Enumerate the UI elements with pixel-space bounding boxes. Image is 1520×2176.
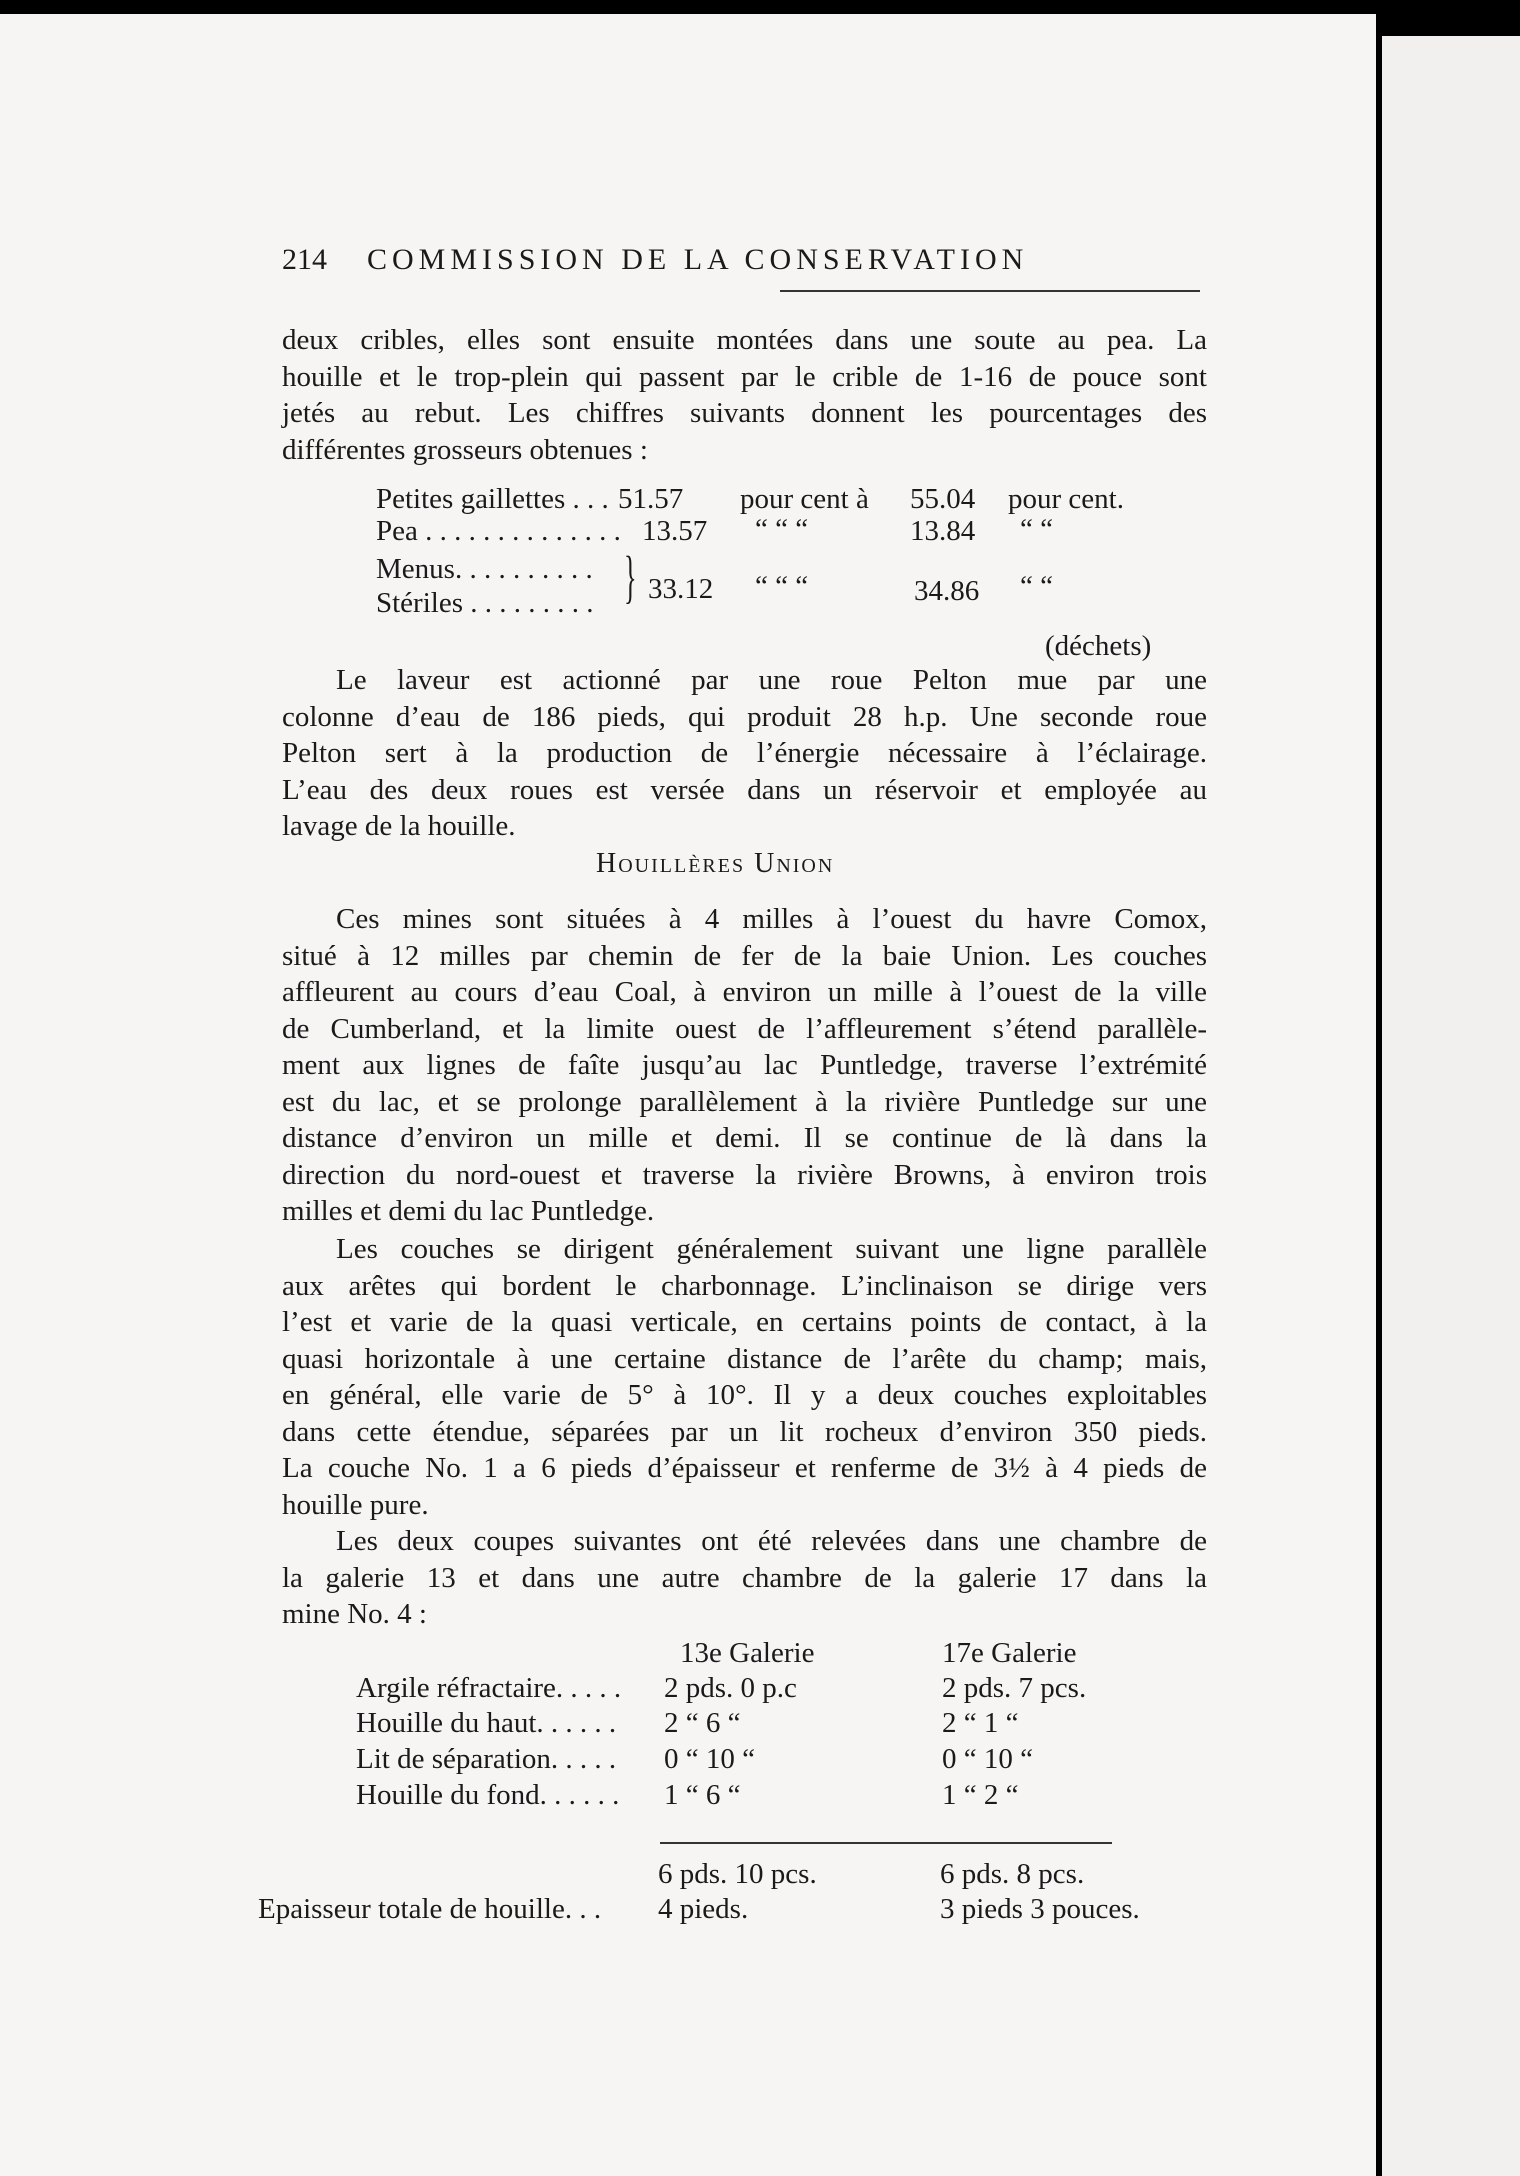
- section-heading: Houillères Union: [596, 848, 835, 879]
- text-line: quasi horizontale à une certaine distance de l’arête du champ; mais,: [282, 1342, 1207, 1375]
- text-line: mine No. 4 :: [282, 1598, 427, 1630]
- section-row-label: Houille du haut. . . . . .: [356, 1707, 617, 1739]
- text-line: deux cribles, elles sont ensuite montées dans une soute au pea. La: [282, 324, 1207, 356]
- text-line: houille pure.: [282, 1488, 429, 1521]
- column-header-17: 17e Galerie: [942, 1637, 1077, 1669]
- size-from: 33.12: [648, 573, 714, 605]
- section-row-label: Lit de séparation. . . . .: [356, 1743, 617, 1775]
- size-to: 55.04: [910, 483, 976, 515]
- size-label: Petites gaillettes . . .: [376, 483, 609, 515]
- text-line: en général, elle varie de 5° à 10°. Il y a deux couches exploitables: [282, 1379, 1207, 1411]
- size-to: 13.84: [910, 515, 976, 547]
- text-line: Les couches se dirigent généralement suivant une ligne parallèle: [336, 1233, 1207, 1265]
- coal-total-13: 4 pieds.: [658, 1893, 749, 1925]
- text-line: L’eau des deux roues est versée dans un réservoir et employée au: [282, 773, 1207, 806]
- text-line: milles et demi du lac Puntledge.: [282, 1195, 655, 1227]
- total-rule: [660, 1842, 1112, 1844]
- text-line: situé à 12 milles par chemin de fer de la baie Union. Les couches: [282, 939, 1207, 972]
- section-row-13: 0 “ 10 “: [664, 1743, 755, 1775]
- section-row-13: 2 “ 6 “: [664, 1707, 741, 1739]
- size-from: 51.57: [618, 483, 684, 515]
- text-line: l’est et varie de la quasi verticale, en certains points de contact, à la: [282, 1306, 1207, 1338]
- text-line: Pelton sert à la production de l’énergie nécessaire à l’éclairage.: [282, 737, 1207, 769]
- paragraph-3: [282, 901, 1207, 1230]
- paragraph-2: [282, 662, 1207, 845]
- column-header-13: 13e Galerie: [680, 1637, 815, 1669]
- total-13: 6 pds. 10 pcs.: [658, 1858, 817, 1890]
- text-line: Le laveur est actionné par une roue Pelton mue par une: [336, 664, 1207, 696]
- size-mid: pour cent à: [740, 483, 869, 515]
- section-row-17: 2 “ 1 “: [942, 1707, 1019, 1739]
- text-line: dans cette étendue, séparées par un lit rocheux d’environ 350 pieds.: [282, 1415, 1207, 1448]
- paragraph-5: [282, 1523, 1207, 1633]
- paragraph-1: [282, 322, 1207, 468]
- size-mid: “ “ “: [755, 513, 809, 545]
- brace-symbol: }: [624, 544, 637, 609]
- size-end: pour cent.: [1008, 483, 1124, 515]
- section-row-13: 1 “ 6 “: [664, 1779, 741, 1811]
- text-line: houille et le trop-plein qui passent par le crible de 1-16 de pouce sont: [282, 360, 1207, 393]
- header-rule: [780, 290, 1200, 292]
- text-line: La couche No. 1 a 6 pieds d’épaisseur et renferme de 3½ à 4 pieds de: [282, 1452, 1207, 1484]
- size-note: (déchets): [1045, 630, 1152, 662]
- text-line: direction du nord-ouest et traverse la rivière Browns, à environ trois: [282, 1158, 1207, 1191]
- size-label: Stériles . . . . . . . . .: [376, 587, 594, 619]
- page-number: 214: [282, 243, 327, 276]
- section-row-17: 0 “ 10 “: [942, 1743, 1033, 1775]
- text-line: Ces mines sont situées à 4 milles à l’ouest du havre Comox,: [336, 903, 1207, 935]
- section-row-label: Argile réfractaire. . . . .: [356, 1672, 622, 1704]
- text-line: de Cumberland, et la limite ouest de l’affleurement s’étend parallèle-: [282, 1012, 1207, 1045]
- text-line: est du lac, et se prolonge parallèlement à la rivière Puntledge sur une: [282, 1085, 1207, 1118]
- size-label: Menus. . . . . . . . . .: [376, 553, 593, 585]
- section-row-17: 1 “ 2 “: [942, 1779, 1019, 1811]
- section-row-17: 2 pds. 7 pcs.: [942, 1672, 1087, 1704]
- section-row-label: Houille du fond. . . . . .: [356, 1779, 620, 1811]
- size-to: 34.86: [914, 575, 980, 607]
- coal-total-17: 3 pieds 3 pouces.: [940, 1893, 1140, 1925]
- text-line: aux arêtes qui bordent le charbonnage. L’inclinaison se dirige vers: [282, 1269, 1207, 1302]
- text-line: la galerie 13 et dans une autre chambre de la galerie 17 dans la: [282, 1561, 1207, 1594]
- size-mid: “ “ “: [755, 570, 809, 602]
- size-label: Pea . . . . . . . . . . . . . .: [376, 515, 621, 547]
- size-end: “ “: [1020, 513, 1053, 545]
- running-head: [282, 243, 1028, 277]
- text-line: distance d’environ un mille et demi. Il se continue de là dans la: [282, 1122, 1207, 1154]
- running-title: COMMISSION DE LA CONSERVATION: [367, 243, 1029, 276]
- text-line: différentes grosseurs obtenues :: [282, 433, 648, 466]
- text-line: affleurent au cours d’eau Coal, à environ un mille à l’ouest de la ville: [282, 976, 1207, 1008]
- right-page-edge: [1382, 36, 1520, 2176]
- sizes-row: [376, 483, 609, 516]
- section-row-13: 2 pds. 0 p.c: [664, 1672, 797, 1704]
- text-line: colonne d’eau de 186 pieds, qui produit 28 h.p. Une seconde roue: [282, 700, 1207, 733]
- text-line: ment aux lignes de faîte jusqu’au lac Puntledge, traverse l’extrémité: [282, 1049, 1207, 1081]
- size-from: 13.57: [642, 515, 708, 547]
- coal-total-label: Epaisseur totale de houille. . .: [258, 1893, 602, 1925]
- text-line: Les deux coupes suivantes ont été relevées dans une chambre de: [336, 1525, 1207, 1557]
- size-end: “ “: [1020, 570, 1053, 602]
- text-line: lavage de la houille.: [282, 810, 516, 842]
- text-line: jetés au rebut. Les chiffres suivants donnent les pourcentages des: [282, 397, 1207, 429]
- total-17: 6 pds. 8 pcs.: [940, 1858, 1085, 1890]
- paragraph-4: [282, 1231, 1207, 1523]
